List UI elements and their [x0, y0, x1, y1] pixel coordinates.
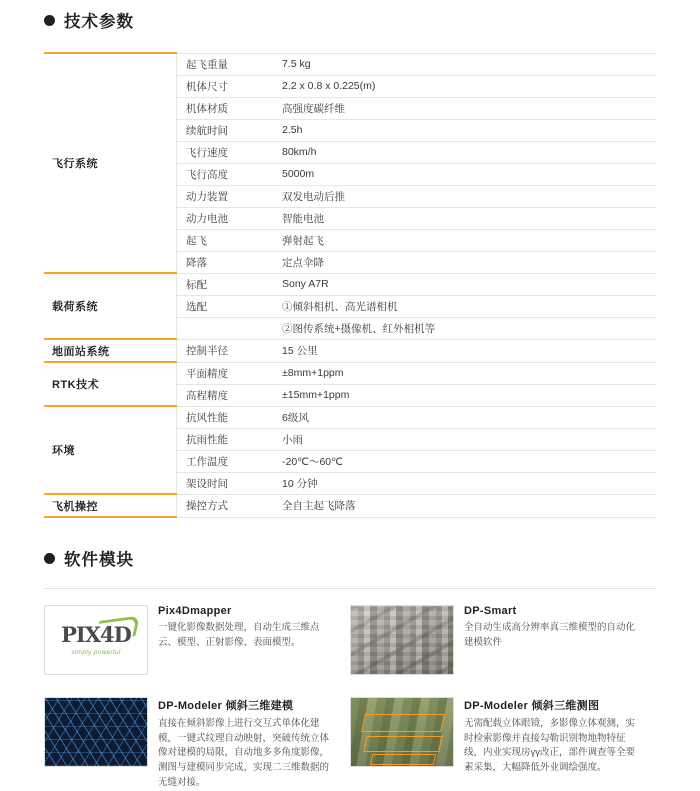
spec-value: ①倾斜相机、高光谱相机 [272, 295, 656, 317]
spec-key: 起飞 [177, 229, 273, 251]
spec-key: 机体材质 [177, 97, 273, 119]
software-module-description: 全自动生成高分辨率真三维模型的自动化建模软件 [464, 622, 636, 648]
spec-key: 动力装置 [177, 185, 273, 207]
spec-table [44, 52, 656, 518]
software-module-text [158, 697, 336, 791]
survey-box-icon [363, 736, 442, 752]
spec-key: 高程精度 [177, 384, 273, 406]
software-module-title: DP-Modeler 倾斜三维测图 [464, 700, 600, 712]
spec-value: 2.5h [272, 119, 656, 141]
spec-group-label: RTK技术 [44, 362, 177, 406]
spec-value: 6级风 [272, 406, 656, 428]
spec-value: ②图传系统+摄像机、红外相机等 [272, 317, 656, 339]
spec-group-label: 环境 [44, 406, 177, 494]
wireframe-model-image [44, 697, 148, 767]
spec-value: 全自主起飞降落 [272, 494, 656, 517]
spec-key: 标配 [177, 273, 273, 295]
software-module-row [44, 605, 656, 675]
spec-key: 飞行速度 [177, 141, 273, 163]
spec-key: 操控方式 [177, 494, 273, 517]
spec-key: 抗雨性能 [177, 428, 273, 450]
spec-value: 智能电池 [272, 207, 656, 229]
table-row [44, 494, 656, 517]
spec-value: 15 公里 [272, 339, 656, 362]
spec-key: 平面精度 [177, 362, 273, 384]
software-module-dp-modeler-survey [350, 697, 656, 791]
spec-key: 飞行高度 [177, 163, 273, 185]
software-module-title: DP-Modeler 倾斜三维建模 [158, 700, 294, 712]
spec-value: 5000m [272, 163, 656, 185]
survey-box-icon [370, 754, 436, 765]
software-module-pix4dmapper [44, 605, 350, 675]
pix4d-logo-image [44, 605, 148, 675]
spec-value: -20℃～60℃ [272, 450, 656, 472]
bullet-icon [44, 15, 55, 26]
aerial-city-photo-image [350, 605, 454, 675]
table-row [44, 362, 656, 384]
spec-key [177, 317, 273, 339]
software-module-list [44, 588, 656, 791]
spec-section-title: 技术参数 [64, 13, 134, 31]
spec-key: 架设时间 [177, 472, 273, 494]
software-module-text [464, 697, 642, 791]
spec-value: 10 分钟 [272, 472, 656, 494]
spec-group-label: 飞行系统 [44, 53, 177, 273]
spec-key: 选配 [177, 295, 273, 317]
software-module-description: 一键化影像数据处理，自动生成三维点云、模型、正射影像、表面模型。 [158, 622, 320, 648]
bullet-icon [44, 553, 55, 564]
table-row [44, 406, 656, 428]
table-row [44, 339, 656, 362]
spec-value: 定点伞降 [272, 251, 656, 273]
spec-group-label: 地面站系统 [44, 339, 177, 362]
software-module-text [464, 605, 642, 675]
spec-value: 2.2 x 0.8 x 0.225(m) [272, 75, 656, 97]
spec-key: 工作温度 [177, 450, 273, 472]
software-module-title: DP-Smart [464, 605, 517, 617]
spec-key: 机体尺寸 [177, 75, 273, 97]
software-module-dp-smart [350, 605, 656, 675]
software-section-heading [0, 546, 700, 570]
spec-key: 续航时间 [177, 119, 273, 141]
pix4d-logo-tagline: simply powerful [71, 649, 121, 656]
spec-key: 降落 [177, 251, 273, 273]
spec-value: 高强度碳纤维 [272, 97, 656, 119]
table-row [44, 53, 656, 75]
survey-box-icon [361, 714, 445, 732]
swoosh-icon [95, 615, 140, 641]
spec-key: 动力电池 [177, 207, 273, 229]
spec-value: ±15mm+1ppm [272, 384, 656, 406]
survey-overlay-image [350, 697, 454, 767]
spec-group-label: 载荷系统 [44, 273, 177, 339]
software-section-title: 软件模块 [64, 551, 134, 569]
spec-group-label: 飞机操控 [44, 494, 177, 517]
spec-value: 双发电动后推 [272, 185, 656, 207]
software-module-description: 直接在倾斜影像上进行交互式单体化建模，一键式纹理自动映射，突破传统立体像对建模的局限，自动地多多角度影像，测图与建模同步完成，实现二三维数据的无缝对接。 [158, 718, 330, 788]
spec-value: ±8mm+1ppm [272, 362, 656, 384]
spec-value: 80km/h [272, 141, 656, 163]
software-module-title: Pix4Dmapper [158, 605, 232, 617]
software-module-text [158, 605, 336, 675]
software-module-row [44, 697, 656, 791]
software-module-dp-modeler-modeling [44, 697, 350, 791]
spec-key: 控制半径 [177, 339, 273, 362]
software-module-description: 无需配载立体眼镜，多影像立体观测，实时检索影像并直接勾勒识别物地物特征线，内业实现房үү改正，部件调查等全要素采集，大幅降低外业调绘强度。 [464, 718, 636, 774]
table-row [44, 273, 656, 295]
spec-key: 抗风性能 [177, 406, 273, 428]
spec-section-heading [0, 8, 700, 32]
spec-value: 弹射起飞 [272, 229, 656, 251]
spec-key: 起飞重量 [177, 53, 273, 75]
spec-value: 小雨 [272, 428, 656, 450]
spec-value: 7.5 kg [272, 53, 656, 75]
spec-value: Sony A7R [272, 273, 656, 295]
pix4d-logo-text: PIX4D [61, 622, 131, 647]
